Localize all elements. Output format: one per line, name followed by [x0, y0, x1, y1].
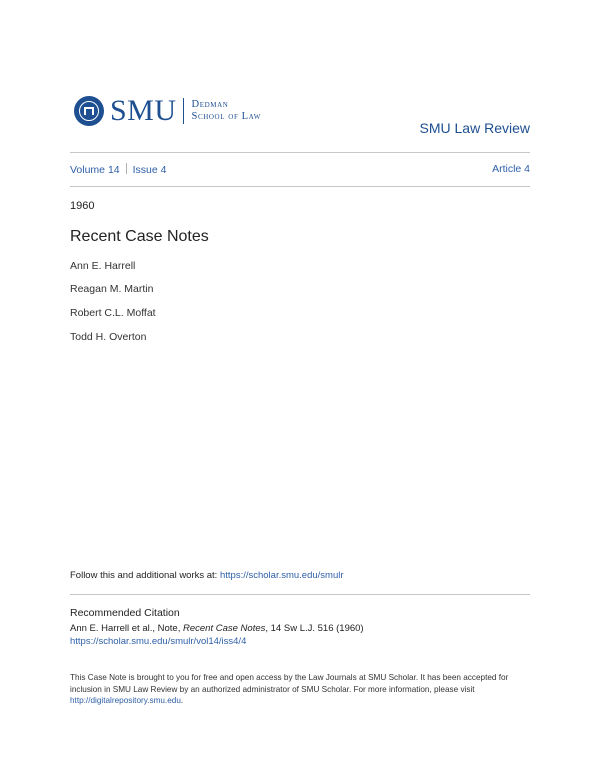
- follow-url-link[interactable]: https://scholar.smu.edu/smulr: [219, 570, 344, 581]
- logo-school-line1: Dedman: [191, 99, 229, 110]
- recommended-citation-heading: Recommended Citation: [70, 607, 180, 619]
- citation-title: Recent Case Notes: [183, 623, 266, 634]
- logo-school-line2: School of Law: [191, 111, 261, 122]
- citation-prefix: Ann E. Harrell et al., Note,: [70, 623, 183, 634]
- divider-top: [70, 152, 530, 153]
- follow-line: [70, 570, 344, 581]
- article-title: Recent Case Notes: [70, 228, 209, 245]
- logo-divider: [183, 98, 184, 124]
- notice-text: This Case Note is brought to you for free and open access by the Law Journals at SMU Scholar. It has been accepted for inclusion in SMU Law Review by an authorized administrator of SMU Scholar. For more information, please visit: [70, 673, 509, 694]
- author-4: Todd H. Overton: [70, 331, 147, 343]
- notice-end: .: [180, 696, 184, 705]
- repository-link[interactable]: http://digitalrepository.smu.edu: [70, 696, 181, 705]
- article-link[interactable]: Article 4: [492, 163, 530, 175]
- journal-link[interactable]: SMU Law Review: [419, 120, 530, 136]
- author-3: Robert C.L. Moffat: [70, 307, 156, 319]
- citation-suffix: , 14 Sw L.J. 516 (1960): [265, 623, 364, 634]
- citation-url-link[interactable]: https://scholar.smu.edu/smulr/vol14/iss4/4: [70, 636, 247, 647]
- logo-school-name: [192, 99, 261, 123]
- citation-text: [70, 623, 364, 634]
- divider-citation: [70, 594, 530, 595]
- author-1: Ann E. Harrell: [70, 260, 136, 272]
- follow-text: Follow this and additional works at:: [70, 570, 220, 581]
- access-notice: [70, 672, 530, 707]
- smu-seal-icon: [74, 96, 104, 126]
- volume-issue-row: [70, 163, 530, 176]
- volume-issue-separator: [126, 163, 127, 174]
- header: [70, 96, 530, 138]
- smu-dedman-logo: [74, 96, 261, 126]
- issue-link[interactable]: Issue 4: [132, 164, 167, 176]
- divider-meta: [70, 186, 530, 187]
- publication-year: 1960: [70, 200, 95, 212]
- author-2: Reagan M. Martin: [70, 283, 154, 295]
- logo-smu-text: SMU: [110, 94, 177, 127]
- volume-link[interactable]: Volume 14: [70, 164, 120, 176]
